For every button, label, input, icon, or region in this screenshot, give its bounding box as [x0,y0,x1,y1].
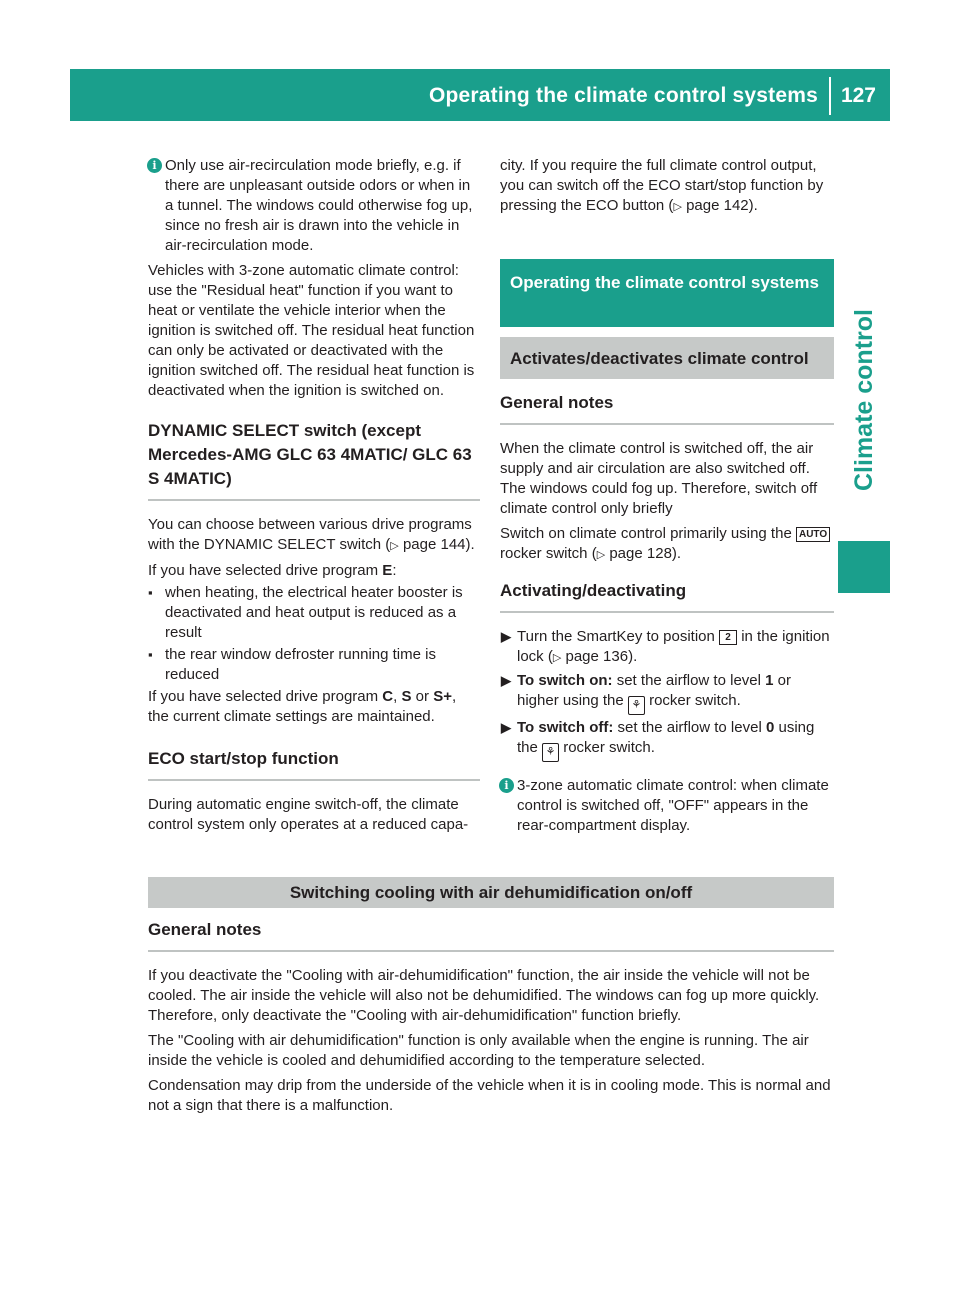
page-reference-icon: ▷ [596,549,606,561]
position-key-icon: 2 [719,630,737,645]
eco-paragraph: During automatic engine switch-off, the climate control system only operates at a reduced capa- [148,796,469,833]
header-title: Operating the climate control systems [428,84,818,107]
cooling-paragraph-3: Condensation may drip from the underside of the vehicle when it is in cooling mode. This is normal and not a sign that there is a malfunction. [148,1077,831,1114]
cooling-paragraph-2: The "Cooling with air dehumidification" function is only available when the engine is running. The air inside the vehicle is cooled and dehumidified according to the temperature selected. [148,1032,809,1069]
heading-eco-start-stop: ECO start/stop function [148,747,480,781]
page-reference[interactable]: page 136 [565,648,629,665]
heading-dynamic-select: DYNAMIC SELECT switch (except Mercedes-AMG GLC 63 4MATIC/ GLC 63 S 4MATIC) [148,419,480,501]
heading-activating: Activating/deactivating [500,579,834,613]
auto-key-icon: AUTO [796,527,830,542]
step-arrow-icon: ▶ [501,673,511,688]
heading-general-notes: General notes [500,391,834,425]
cooling-paragraph-1: If you deactivate the "Cooling with air-dehumidification" function, the air inside the vehicle will not be cooled. The air inside the vehicle will also not be dehumidified. The windows can fog up more quickly. Therefore, only deactivate the "Cooling with air-dehumidification" function briefly. [148,967,820,1024]
chapter-tab-label: Climate control [850,309,878,491]
bottom-section [148,877,834,1121]
page-number: 127 [840,84,876,107]
info-icon: i [147,158,162,173]
info-note-recirculation [148,156,480,256]
heading-general-notes-cooling: General notes [148,918,834,952]
note-text: Only use air-recirculation mode briefly, e.g. if there are unpleasant outside odors or when in a tunnel. The windows could otherwise fog up, since no fresh air is drawn into the vehicle in air-recirculation mode. [165,157,473,254]
bullet-icon: ▪ [148,647,153,662]
subsection-heading-activates: Activates/deactivates climate control [500,337,834,379]
step-item: ▶ To switch on: set the airflow to level 1 or higher using the ⚘ rocker switch. [500,671,834,715]
drive-program-cs-paragraph: If you have selected drive program C, S or S+, the current climate settings are maintained. [148,688,457,725]
list-item: ▪ the rear window defroster running time is reduced [148,646,436,683]
page-reference[interactable]: page 142 [686,197,749,214]
page-reference-icon: ▷ [390,540,399,552]
page-reference[interactable]: page 144 [402,536,466,553]
drive-program-e-paragraph: If you have selected drive program E: [148,562,397,579]
general-notes-paragraph: When the climate control is switched off, the air supply and air circulation are also switched off. The windows could fog up. Therefore, switch off climate control only briefly [500,440,818,517]
section-heading-operating: Operating the climate control systems [500,259,834,327]
chapter-marker [838,541,890,593]
fan-icon: ⚘ [542,743,559,762]
right-column [500,156,834,836]
info-icon: i [499,778,514,793]
left-column [148,156,480,835]
page-reference[interactable]: page 128 [609,545,672,562]
eco-paragraph-continued: city. If you require the full climate control output, you can switch off the ECO start/stop function by pressing the ECO button (▷ page 142). [500,157,824,214]
fan-icon: ⚘ [628,696,645,715]
info-note-3-zone: i 3-zone automatic climate control: when climate control is switched off, "OFF" appears in the rear-compartment display. [500,776,834,836]
bullet-icon: ▪ [148,585,153,600]
dynamic-select-paragraph: You can choose between various drive programs with the DYNAMIC SELECT switch (▷ page 144). [148,516,475,553]
page-reference-icon: ▷ [552,652,562,664]
step-item: ▶ To switch off: set the airflow to level 0 using the ⚘ rocker switch. [500,718,834,762]
chapter-tab [839,290,889,510]
auto-switch-paragraph: Switch on climate control primarily using the AUTO rocker switch (▷ page 128). [500,524,834,565]
list-item: ▪ when heating, the electrical heater booster is deactivated and heat output is reduced as a result [148,584,463,641]
step-arrow-icon: ▶ [501,629,511,644]
drive-program-e: E [382,562,393,579]
section-heading-cooling: Switching cooling with air dehumidification on/off [148,877,834,908]
page-header [70,69,890,121]
step-arrow-icon: ▶ [501,720,511,735]
residual-heat-paragraph: Vehicles with 3-zone automatic climate control: use the "Residual heat" function if you want to heat or ventilate the vehicle interior when the ignition is switched off. The residual heat function can only be activated or deactivated with the ignition switched off. The residual heat function is deactivated when the ignition is switched on. [148,262,475,399]
page-reference-icon: ▷ [673,201,682,213]
step-item: ▶ Turn the SmartKey to position 2 in the ignition lock (▷ page 136). [501,628,830,665]
header-divider [829,77,831,115]
